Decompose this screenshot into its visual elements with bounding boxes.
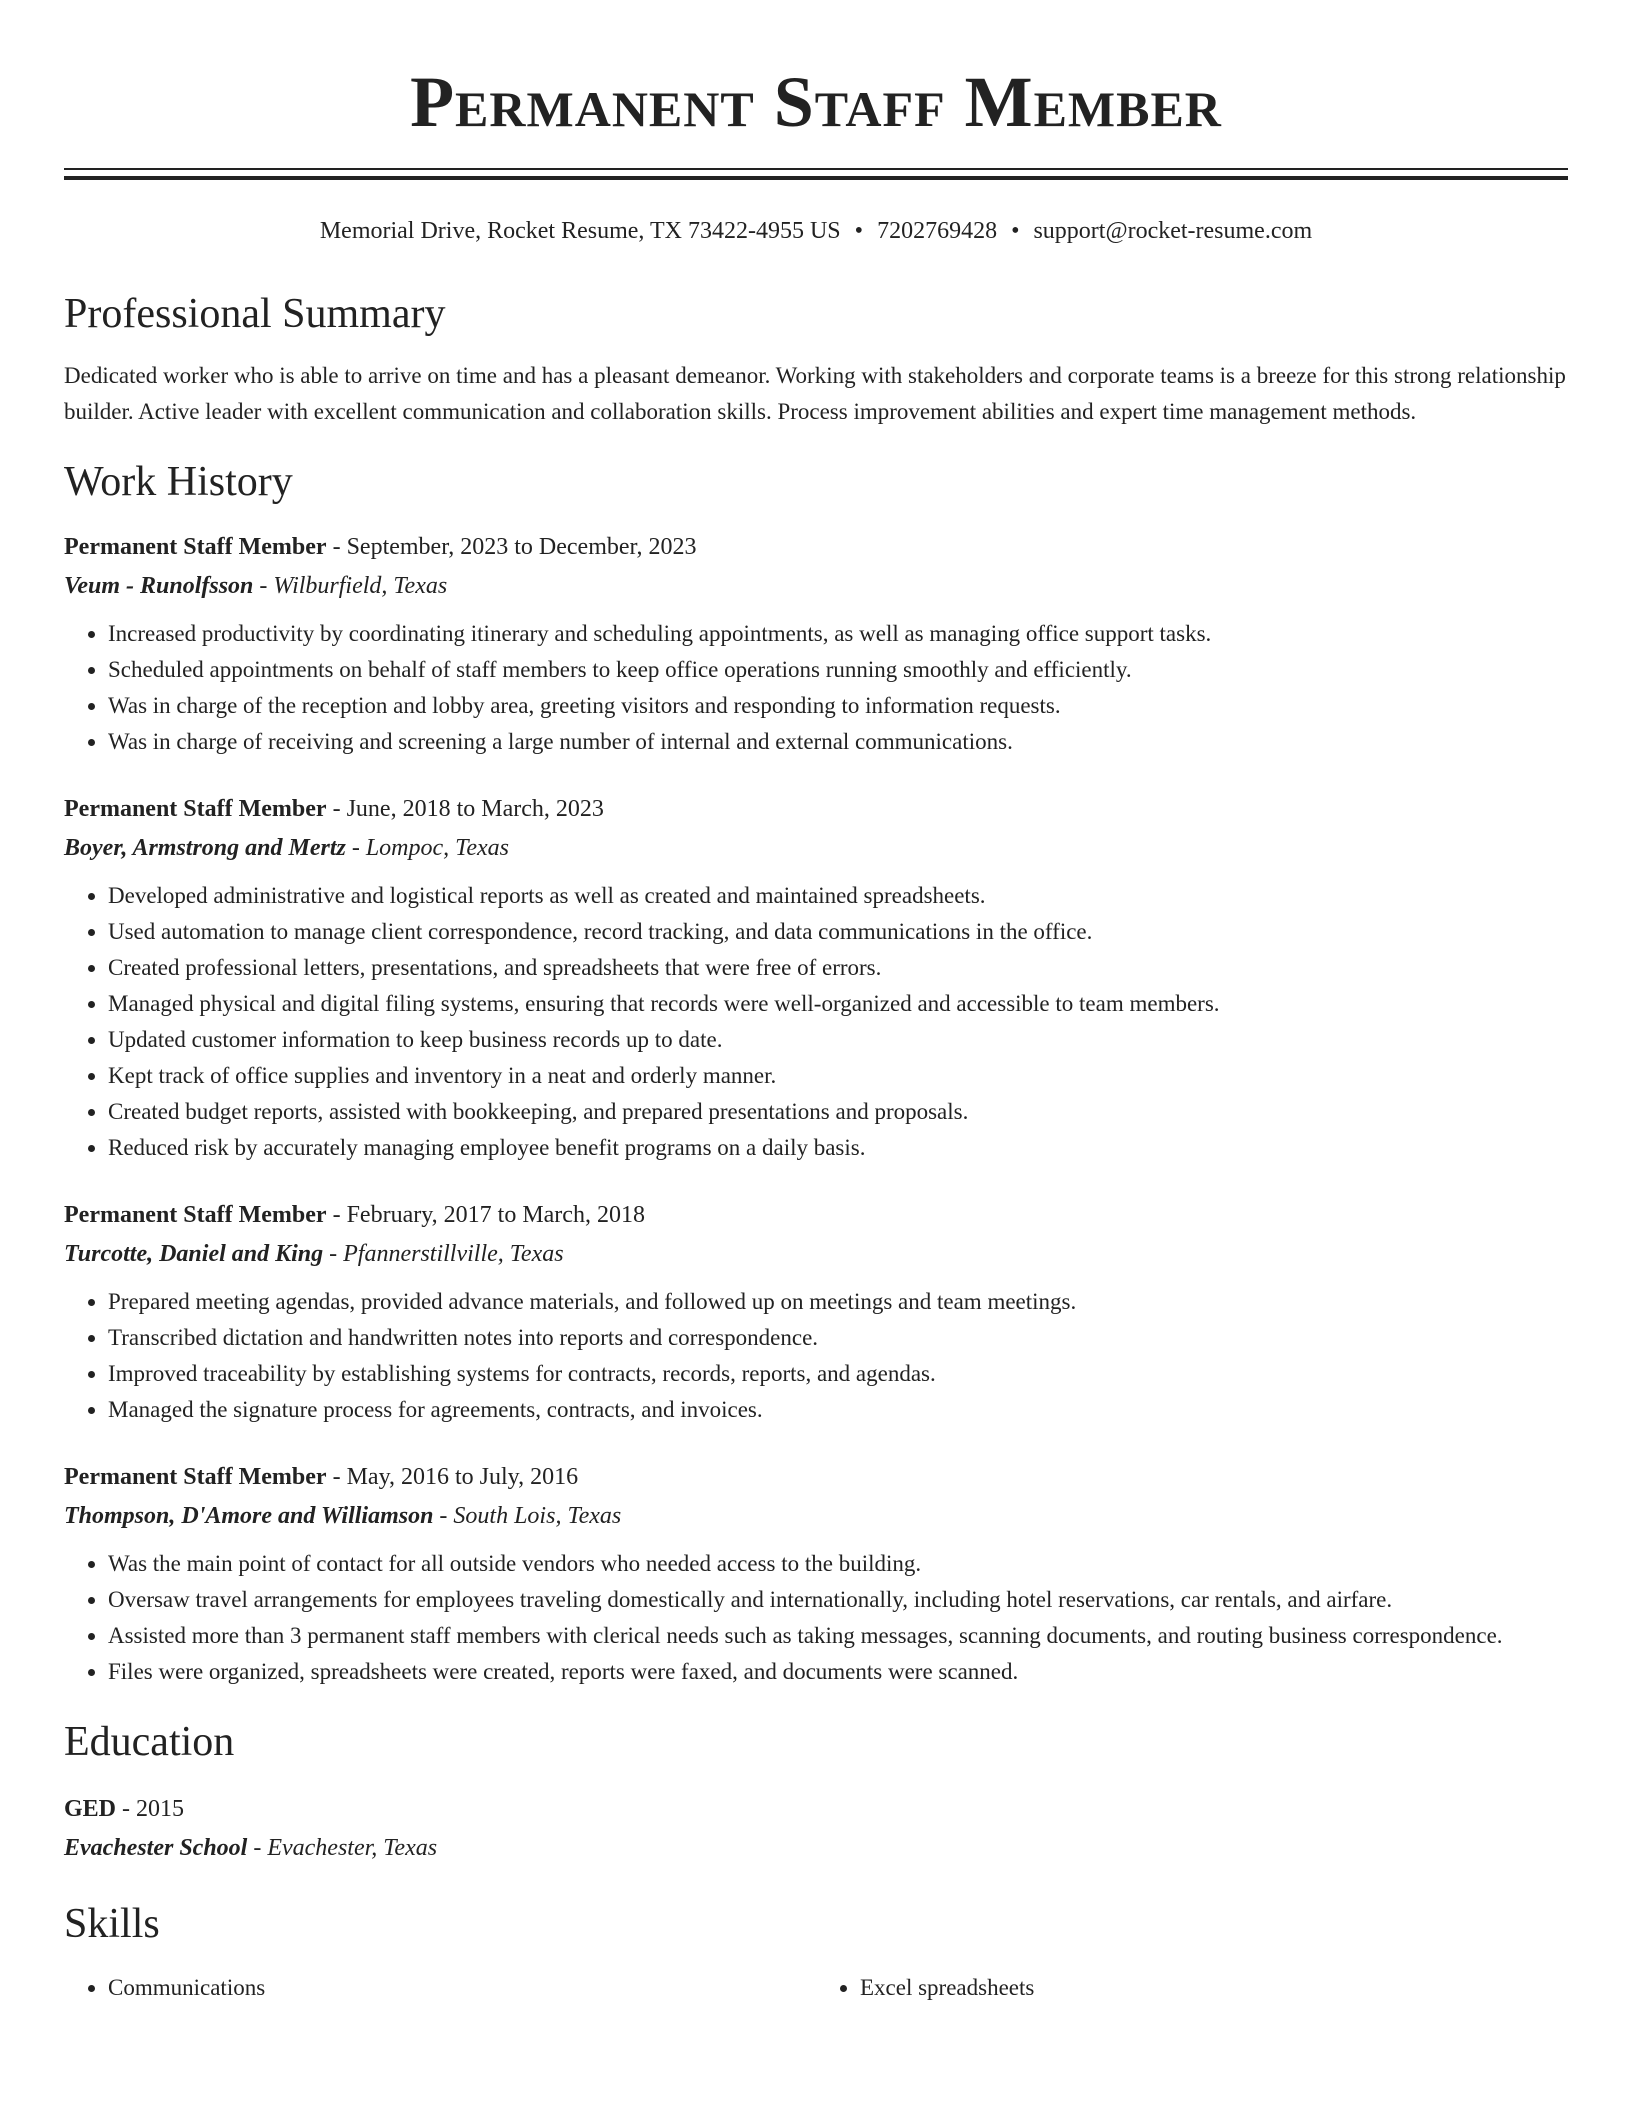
job-bullet: • Kept track of office supplies and inventory in a neat and orderly manner. xyxy=(108,1058,1568,1094)
contact-separator: • xyxy=(1011,218,1020,244)
school-name: Evachester School xyxy=(64,1835,248,1861)
company-line xyxy=(64,1497,1568,1536)
summary-text: Dedicated worker who is able to arrive on time and has a pleasant demeanor. Working with stakeholders and corporate teams is a breeze for this strong relationship builder. Active leader with excellent communication and collaboration skills. Process improvement abilities and expert time management methods. xyxy=(64,363,1566,424)
job-bullet: • Was in charge of the reception and lobby area, greeting visitors and responding to information requests. xyxy=(108,688,1568,724)
skills-column-right xyxy=(816,1970,1568,2006)
job-bullet: • Oversaw travel arrangements for employees traveling domestically and internationally, including hotel reservations, car rentals, and airfare. xyxy=(108,1582,1568,1618)
job-dates: - February, 2017 to March, 2018 xyxy=(326,1202,645,1228)
company-location: - South Lois, Texas xyxy=(433,1503,622,1529)
school-line xyxy=(64,1829,1568,1868)
contact-line xyxy=(64,216,1568,246)
school-location: - Evachester, Texas xyxy=(247,1835,438,1861)
job-entry xyxy=(64,528,1568,760)
job-bullet: • Created professional letters, presentations, and spreadsheets that were free of errors. xyxy=(108,950,1568,986)
company-line xyxy=(64,567,1568,606)
job-title: Permanent Staff Member xyxy=(64,1464,327,1490)
job-bullet: • Was the main point of contact for all outside vendors who needed access to the building. xyxy=(108,1546,1568,1582)
summary-heading: Professional Summary xyxy=(64,291,446,337)
company-line xyxy=(64,1235,1568,1274)
degree-line xyxy=(64,1790,1568,1829)
skills-heading: Skills xyxy=(64,1901,160,1947)
company-location: - Pfannerstillville, Texas xyxy=(323,1241,564,1267)
job-title: Permanent Staff Member xyxy=(64,1202,327,1228)
education-heading: Education xyxy=(64,1719,235,1765)
job-bullet: • Files were organized, spreadsheets were created, reports were faxed, and documents were scanned. xyxy=(108,1654,1568,1690)
contact-phone: 7202769428 xyxy=(877,218,998,244)
job-bullet: • Improved traceability by establishing systems for contracts, records, reports, and agendas. xyxy=(108,1356,1568,1392)
skill-item: • Excel spreadsheets xyxy=(860,1970,1568,2006)
skills-column-left xyxy=(64,1970,816,2006)
job-title-line xyxy=(64,790,1568,829)
job-title: Permanent Staff Member xyxy=(64,796,327,822)
job-title-line xyxy=(64,1458,1568,1497)
company-line xyxy=(64,829,1568,868)
company-name: Veum - Runolfsson xyxy=(64,573,254,599)
skills-list xyxy=(64,1970,1568,2006)
company-name: Turcotte, Daniel and King xyxy=(64,1241,324,1267)
job-bullet: • Used automation to manage client correspondence, record tracking, and data communications in the office. xyxy=(108,914,1568,950)
job-entry xyxy=(64,790,1568,1166)
job-bullet: • Developed administrative and logistical reports as well as created and maintained spreadsheets. xyxy=(108,878,1568,914)
education-entry xyxy=(64,1790,1568,1868)
job-title-line xyxy=(64,1196,1568,1235)
company-location: - Wilburfield, Texas xyxy=(253,573,448,599)
contact-separator: • xyxy=(854,218,864,244)
header-rule-thick xyxy=(64,176,1568,180)
company-location: - Lompoc, Texas xyxy=(345,835,509,861)
job-bullet: • Managed the signature process for agreements, contracts, and invoices. xyxy=(108,1392,1568,1428)
job-bullets xyxy=(64,1284,1568,1428)
job-bullet: • Scheduled appointments on behalf of staff members to keep office operations running smoothly and efficiently. xyxy=(108,652,1568,688)
job-bullet: • Managed physical and digital filing systems, ensuring that records were well-organized and accessible to team members. xyxy=(108,986,1568,1022)
job-bullet: • Increased productivity by coordinating itinerary and scheduling appointments, as well as managing office support tasks. xyxy=(108,616,1568,652)
contact-email: support@rocket-resume.com xyxy=(1033,218,1313,244)
job-title-line xyxy=(64,528,1568,567)
company-name: Boyer, Armstrong and Mertz xyxy=(64,835,346,861)
job-dates: - September, 2023 to December, 2023 xyxy=(326,534,697,560)
job-title: Permanent Staff Member xyxy=(64,534,327,560)
job-bullet: • Created budget reports, assisted with bookkeeping, and prepared presentations and proposals. xyxy=(108,1094,1568,1130)
degree-year: - 2015 xyxy=(116,1796,185,1822)
job-bullets xyxy=(64,616,1568,760)
degree: GED xyxy=(64,1796,117,1822)
work-history-heading: Work History xyxy=(64,459,293,505)
job-bullets xyxy=(64,1546,1568,1690)
header-rule-thin xyxy=(64,168,1568,170)
job-bullet: • Reduced risk by accurately managing employee benefit programs on a daily basis. xyxy=(108,1130,1568,1166)
skill-item: • Communications xyxy=(108,1970,816,2006)
resume-name: Permanent Staff Member xyxy=(410,62,1222,142)
job-bullets xyxy=(64,878,1568,1166)
job-bullet: • Was in charge of receiving and screening a large number of internal and external communications. xyxy=(108,724,1568,760)
job-bullet: • Updated customer information to keep business records up to date. xyxy=(108,1022,1568,1058)
job-entry xyxy=(64,1196,1568,1428)
job-bullet: • Prepared meeting agendas, provided advance materials, and followed up on meetings and team meetings. xyxy=(108,1284,1568,1320)
job-bullet: • Assisted more than 3 permanent staff members with clerical needs such as taking messages, scanning documents, and routing business correspondence. xyxy=(108,1618,1568,1654)
job-entry xyxy=(64,1458,1568,1690)
job-bullet: • Transcribed dictation and handwritten notes into reports and correspondence. xyxy=(108,1320,1568,1356)
job-dates: - June, 2018 to March, 2023 xyxy=(326,796,604,822)
job-dates: - May, 2016 to July, 2016 xyxy=(326,1464,579,1490)
company-name: Thompson, D'Amore and Williamson xyxy=(64,1503,434,1529)
contact-address: Memorial Drive, Rocket Resume, TX 73422-4955 US xyxy=(319,218,841,244)
